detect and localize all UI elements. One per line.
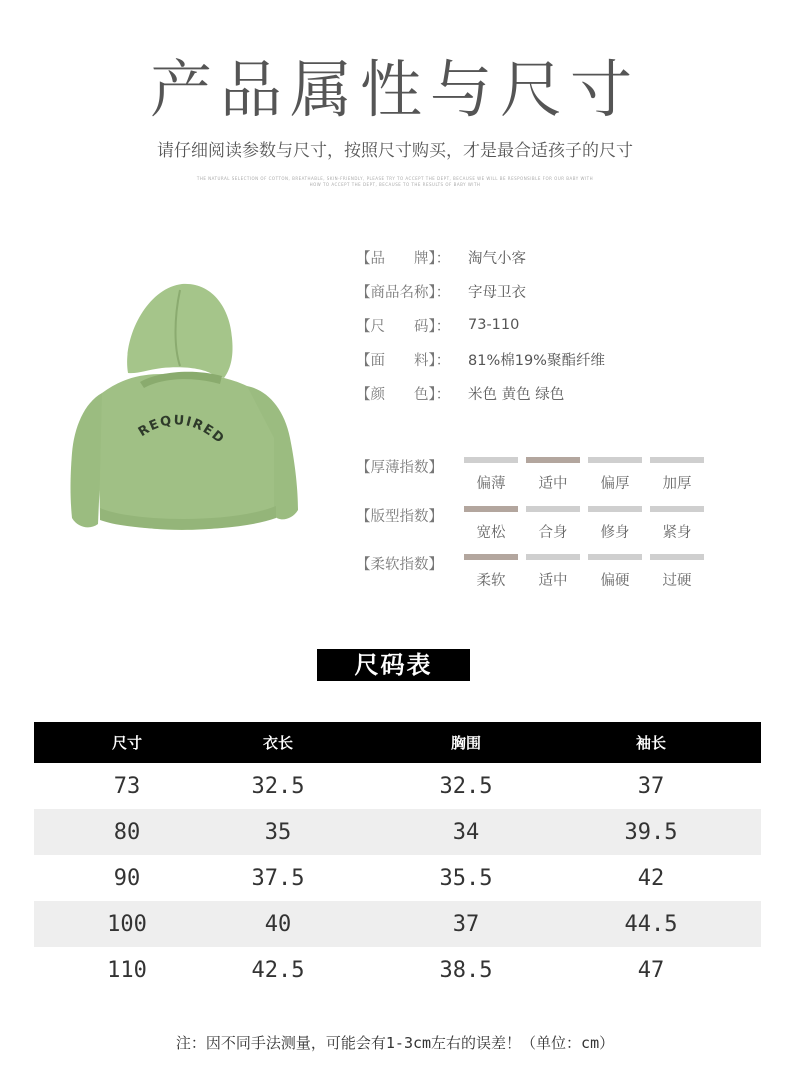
table-cell: 32.5 bbox=[251, 773, 305, 799]
attr-value: 73-110 bbox=[468, 317, 520, 333]
index-option-label: 适中 bbox=[538, 476, 568, 492]
index-option bbox=[526, 457, 580, 493]
index-option-label: 宽松 bbox=[476, 524, 506, 541]
index-bar bbox=[650, 506, 704, 512]
index-bar bbox=[588, 506, 642, 512]
index-option bbox=[650, 457, 704, 493]
table-row bbox=[34, 901, 761, 947]
attr-key: 【颜 色】： bbox=[356, 386, 451, 403]
table-cell: 34 bbox=[452, 819, 480, 845]
measurement-note: 注：因不同手法测量，可能会有1-3cm左右的误差！（单位：cm） bbox=[175, 1034, 615, 1052]
index-bar bbox=[526, 554, 580, 560]
page-subtitle: 请仔细阅读参数与尺寸，按照尺寸购买，才是最合适孩子的尺寸 bbox=[157, 141, 633, 161]
attr-key: 【品 牌】： bbox=[356, 250, 451, 267]
table-cell: 80 bbox=[113, 819, 141, 845]
attr-row-brand bbox=[356, 240, 605, 274]
index-option bbox=[464, 457, 518, 493]
index-bar bbox=[650, 554, 704, 560]
index-option bbox=[588, 457, 642, 493]
table-cell: 37 bbox=[637, 773, 665, 799]
index-label: 【柔软指数】 bbox=[356, 557, 443, 573]
fine-print-line-1: THE NATURAL SELECTION OF COTTON, BREATHABLE, SKIN-FRIENDLY, PLEASE TRY TO ACCEPT THE DEPT, BECAUSE WE WILL BE RESPONSIBLE FOR OUR BABY WITH bbox=[196, 176, 594, 181]
table-cell: 37 bbox=[452, 911, 480, 937]
table-header-cell: 尺寸 bbox=[111, 734, 142, 752]
attr-row-fabric bbox=[356, 342, 605, 376]
index-option-label: 紧身 bbox=[662, 524, 692, 541]
index-bar-selected bbox=[526, 457, 580, 463]
attr-value: 米色 黄色 绿色 bbox=[468, 386, 565, 403]
size-chart-title: 尺码表 bbox=[317, 649, 470, 681]
table-header-cell: 衣长 bbox=[262, 734, 293, 752]
index-bar bbox=[588, 554, 642, 560]
index-label: 【版型指数】 bbox=[356, 508, 443, 525]
index-option bbox=[588, 554, 642, 590]
index-option-label: 过硬 bbox=[662, 573, 692, 589]
index-option bbox=[650, 554, 704, 590]
index-label: 【厚薄指数】 bbox=[356, 460, 443, 476]
attr-key: 【商品名称】： bbox=[356, 284, 451, 301]
table-row bbox=[34, 763, 761, 809]
index-option-label: 偏薄 bbox=[476, 476, 506, 492]
index-option bbox=[588, 506, 642, 542]
table-cell: 39.5 bbox=[624, 819, 678, 845]
table-cell: 110 bbox=[107, 957, 147, 983]
attr-row-size bbox=[356, 308, 605, 342]
index-option-label: 偏硬 bbox=[600, 573, 630, 589]
index-option bbox=[650, 506, 704, 542]
attr-key: 【尺 码】： bbox=[356, 318, 451, 335]
index-bar-selected bbox=[464, 554, 518, 560]
table-row bbox=[34, 855, 761, 901]
table-header-row bbox=[34, 722, 761, 763]
table-cell: 90 bbox=[113, 865, 141, 891]
index-option-label: 合身 bbox=[538, 524, 568, 541]
index-bar-selected bbox=[464, 506, 518, 512]
attr-value: 淘气小客 bbox=[468, 250, 526, 267]
index-option bbox=[526, 554, 580, 590]
green-hoodie-illustration bbox=[62, 278, 312, 548]
attributes-list bbox=[356, 240, 605, 410]
index-bar bbox=[464, 457, 518, 463]
table-cell: 32.5 bbox=[439, 773, 493, 799]
hoodie-print-text: REQUIRED bbox=[135, 413, 228, 448]
attr-key: 【面 料】： bbox=[356, 352, 451, 369]
index-bar bbox=[588, 457, 642, 463]
table-cell: 44.5 bbox=[624, 911, 678, 937]
table-cell: 100 bbox=[107, 911, 147, 937]
table-cell: 73 bbox=[113, 773, 141, 799]
table-cell: 35 bbox=[264, 819, 292, 845]
size-chart-table bbox=[34, 722, 761, 993]
table-row bbox=[34, 809, 761, 855]
index-option bbox=[464, 554, 518, 590]
index-option bbox=[464, 506, 518, 542]
table-cell: 37.5 bbox=[251, 865, 305, 891]
table-cell: 35.5 bbox=[439, 865, 493, 891]
index-bar bbox=[526, 506, 580, 512]
index-option-label: 偏厚 bbox=[600, 476, 630, 492]
fine-print-line-2: HOW TO ACCEPT THE DEPT, BECAUSE TO THE RESULTS OF BABY WITH bbox=[309, 182, 481, 187]
table-cell: 38.5 bbox=[439, 957, 493, 983]
index-option-label: 柔软 bbox=[476, 573, 506, 589]
table-header-cell: 袖长 bbox=[635, 734, 666, 752]
table-cell: 40 bbox=[264, 911, 292, 937]
index-option-label: 适中 bbox=[538, 573, 568, 589]
attr-row-name bbox=[356, 274, 605, 308]
attr-value: 字母卫衣 bbox=[468, 284, 526, 301]
table-cell: 47 bbox=[637, 957, 665, 983]
attr-value: 81%棉19%聚酯纤维 bbox=[468, 352, 605, 369]
table-cell: 42.5 bbox=[251, 957, 305, 983]
index-option-label: 修身 bbox=[600, 524, 630, 541]
table-row bbox=[34, 947, 761, 993]
index-bar bbox=[650, 457, 704, 463]
page-title: 产品属性与尺寸 bbox=[149, 53, 640, 126]
attr-row-color bbox=[356, 376, 605, 410]
table-cell: 42 bbox=[637, 865, 665, 891]
index-option-label: 加厚 bbox=[662, 476, 692, 492]
index-option bbox=[526, 506, 580, 542]
table-header-cell: 胸围 bbox=[450, 734, 481, 752]
